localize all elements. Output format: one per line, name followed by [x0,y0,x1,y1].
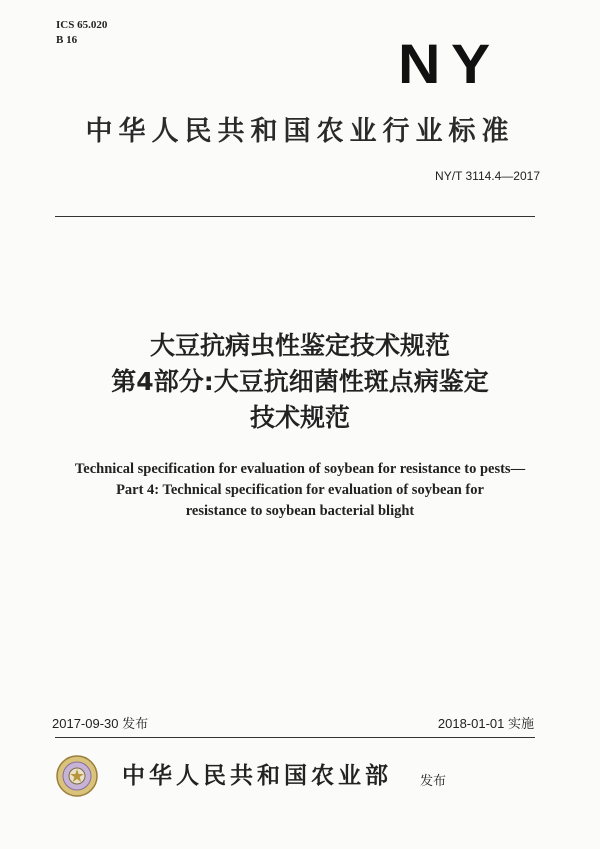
ics-code: ICS 65.020 [56,19,108,31]
english-title-line-3: resistance to soybean bacterial blight [185,503,415,519]
english-title-line-2: Part 4: Technical specification for evaluation of soybean for [116,482,484,498]
ccs-code: B 16 [56,34,78,46]
footer-divider [55,737,535,738]
english-title [0,459,600,522]
classification-codes [56,18,107,48]
standard-title: 中华人民共和国农业行业标准 [85,116,515,147]
issued-label: 发布 [420,774,447,789]
national-emblem-icon [56,755,98,797]
issuer-name: 中华人民共和国农业部 [122,763,392,789]
chinese-title-line-2: 第4部分:大豆抗细菌性斑点病鉴定 [111,367,489,396]
header-divider [55,216,535,217]
chinese-title-line-1: 大豆抗病虫性鉴定技术规范 [149,331,450,360]
ny-logo: NY [398,32,501,95]
english-title-line-1: Technical specification for evaluation of soybean for resistance to pests— [74,461,526,477]
chinese-title [0,328,600,436]
publish-date: 2017-09-30 发布 [52,716,149,731]
standard-number: NY/T 3114.4—2017 [435,169,540,183]
chinese-title-line-3: 技术规范 [249,403,350,432]
implement-date: 2018-01-01 实施 [437,716,534,731]
